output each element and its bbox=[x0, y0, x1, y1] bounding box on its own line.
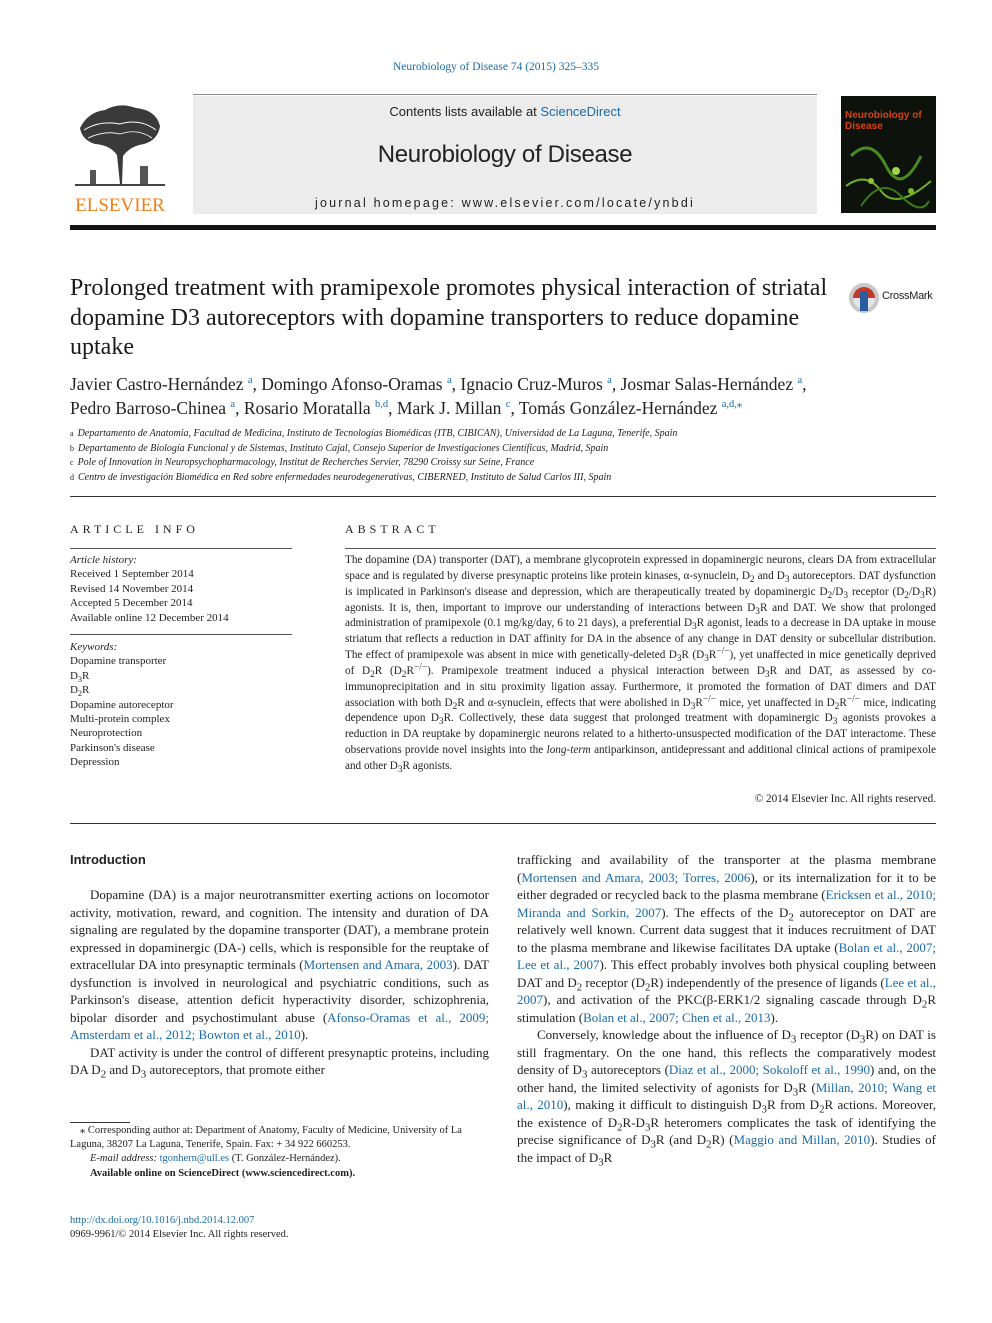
intro-column-right bbox=[517, 851, 937, 1169]
introduction-heading: Introduction bbox=[70, 852, 146, 867]
keyword: Parkinson's disease bbox=[70, 741, 155, 754]
info-rule bbox=[70, 548, 292, 549]
abstract-body: The dopamine (DA) transporter (DAT), a membrane glycoprotein expressed in dopaminergic neurons, clears DA from extracellular space and is regulated by diverse presynaptic proteins like protein kinases, α-synuclein, $D_2$ and $D_3$ autoreceptors. DAT dysfunction is implicated in Parkinson's disease and depression, which are therapeutically treated by dopaminergic $D_2/D_3$ receptor $(D_2/D_3R)$ agonists. It is, then, important to improve our understanding of interactions between $D_3R$ and DAT. We show that prolonged administration of pramipexole (0.1 mg/kg/day, 6 to 21 days), a preferential $D_3R$ agonist, leads to a decrease in DA uptake in mouse striatum that reflects a reduction in DAT affinity for DA in the absence of any change in DAT density or subcellular distribution. The effect of pramipexole was absent in mice with genetically-deleted $D_3R$ $(D_3R^{-/-})$, yet unaffected in mice genetically deprived of $D_2R$ $(D_2R^{-/-})$. Pramipexole treatment induced a physical interaction between $D_3R$ and DAT, as assessed by co-immunoprecipitation and in situ proximity ligation assay. Furthermore, it promoted the formation of DAT dimers and DAT association with both $D_2R$ and α-synuclein, effects that were abolished in $D_3R^{-/-}$ mice, yet unaffected in $D_2R^{-/-}$ mice, indicating dependence upon $D_3R$. Collectively, these data suggest that prolonged treatment with dopaminergic $D_3$ agonists provokes a reduction in DA reuptake by dopaminergic neurons related to a hitherto-unsuspected modification of the DAT interactome. These observations provide novel insights into the long-term antiparkinson, antidepressant and additional clinical actions of pramipexole and other $D_3R$ agonists. bbox=[345, 554, 936, 776]
crossmark-label[interactable]: CrossMark bbox=[882, 290, 933, 302]
citation-link[interactable]: Lee et al., 2007 bbox=[517, 974, 936, 1007]
keyword: Neuroprotection bbox=[70, 727, 143, 740]
corresponding-author-note: ⁎ Corresponding author at: Department of Anatomy, Faculty of Medicine, University of La Laguna, 38207 La Laguna, Tenerife, Spain. Fax: + 34 922 660253. bbox=[70, 1125, 462, 1151]
article-title: Prolonged treatment with pramipexole promotes physical interaction of striatal dopamine D3 autoreceptors with dopamine transporters to reduce dopamine uptake bbox=[70, 275, 828, 360]
history-item: Accepted 5 December 2014 bbox=[70, 597, 193, 610]
header-rule bbox=[70, 225, 936, 230]
author-name: Rosario Moratalla bbox=[243, 397, 371, 418]
intro-paragraph: Dopamine (DA) is a major neurotransmitter exerting actions on locomotor activity, motivation, reward, and cognition. The intensity and duration of DA signaling are regulated by the dopamine transporter (DAT), a membrane protein expressed in dopaminergic (DA-) cells, which is responsible for the reuptake of extracellular DA into presynaptic terminals (Mortensen and Amara, 2003). DAT dysfunction is involved in neurological and psychiatric conditions, such as Parkinson's disease, attention deficit hyperactivity disorder, schizophrenia, bipolar disorder and psychostimulant abuse (Afonso-Oramas et al., 2009; Amsterdam et al., 2012; Bowton et al., 2010). bbox=[70, 887, 489, 1042]
author-name: Josmar Salas-Hernández bbox=[620, 374, 794, 394]
citation-link[interactable]: Afonso-Oramas et al., 2009; Amsterdam et al., 2012; Bowton et al., 2010 bbox=[70, 1009, 489, 1042]
author-affil[interactable]: a bbox=[446, 375, 452, 387]
citation-link[interactable]: Mortensen and Amara, 2003 bbox=[303, 957, 453, 972]
crossmark-icon[interactable] bbox=[847, 281, 881, 315]
journal-citation[interactable]: Neurobiology of Disease 74 (2015) 325–335 bbox=[392, 61, 599, 73]
header-top-rule bbox=[193, 94, 817, 95]
email-note bbox=[70, 1152, 492, 1166]
keywords-rule bbox=[70, 634, 292, 635]
author-name: Ignacio Cruz-Muros bbox=[460, 374, 603, 394]
history-label: Article history: bbox=[70, 554, 137, 566]
email-suffix: (T. González-Hernández). bbox=[229, 1153, 341, 1165]
citation-link[interactable]: Mortensen and Amara, 2003; Torres, 2006 bbox=[521, 869, 751, 885]
publisher-wordmark: ELSEVIER bbox=[75, 195, 165, 214]
author-name: Tomás González-Hernández bbox=[518, 397, 718, 418]
keyword: Dopamine autoreceptor bbox=[70, 698, 174, 711]
authors-line-2: Pedro Barroso-Chinea $^a$, Rosario Moratalla $^{b,d}$, Mark J. Millan $^c$, Tomás González-Hernández $^{a,d,⁎}$ bbox=[70, 397, 743, 418]
citation-link[interactable]: Bolan et al., 2007; Chen et al., 2013 bbox=[583, 1009, 771, 1025]
affil-rule bbox=[70, 496, 936, 497]
email-link[interactable]: tgonhern@ull.es bbox=[159, 1153, 230, 1165]
abstract-bottom-rule bbox=[70, 823, 936, 824]
elsevier-logo bbox=[70, 100, 170, 214]
abstract-copyright: © 2014 Elsevier Inc. All rights reserved. bbox=[754, 793, 936, 805]
footnote-rule bbox=[70, 1122, 130, 1123]
journal-title: Neurobiology of Disease bbox=[377, 141, 633, 168]
keyword: Depression bbox=[70, 756, 120, 769]
intro-paragraph: trafficking and availability of the transporter at the plasma membrane (Mortensen and Amara, 2003; Torres, 2006), or its internalization for it to be either degraded or recycled back to the plasma membrane (Ericksen et al., 2010; Miranda and Sorkin, 2007). The effects of the $D_2$ autoreceptor on DAT are relatively well known. Current data suggest that it induces recruitment of DAT to the plasma membrane and likewise facilitates DA uptake (Bolan et al., 2007; Lee et al., 2007). This effect probably involves both physical coupling between DAT and $D_2$ receptor $(D_2R)$ independently of the presence of ligands (Lee et al., 2007), and activation of the PKC(β-ERK1/2 signaling cascade through $D_2R$ stimulation (Bolan et al., 2007; Chen et al., 2013). bbox=[517, 852, 937, 1025]
keywords bbox=[70, 640, 292, 770]
author-name: Mark J. Millan bbox=[396, 397, 502, 418]
article-info-heading: ARTICLE INFO bbox=[70, 522, 199, 536]
affiliation: $^a$ Departamento de Anatomía, Facultad de Medicina, Instituto de Tecnologías Biomédicas (ITB, CIBICAN), Universidad de La Laguna, Tenerife, Spain bbox=[70, 428, 678, 439]
affiliation: $^b$ Departamento de Biología Funcional y de Sistemas, Instituto Cajal, Consejo Superior de Investigaciones Científicas, Madrid, Spain bbox=[70, 442, 609, 454]
history-item: Received 1 September 2014 bbox=[70, 568, 194, 581]
author-affil[interactable]: c bbox=[505, 398, 511, 410]
intro-paragraph: Conversely, knowledge about the influence of $D_3$ receptor $(D_3R)$ on DAT is still fragmentary. On the one hand, this reflects the comparatively modest density of $D_3$ autoreceptors (Diaz et al., 2000; Sokoloff et al., 1990) and, on the other hand, the limited selectivity of agonists for $D_3R$ (Millan, 2010; Wang et al., 2010), making it difficult to distinguish $D_3R$ from $D_2R$ actions. Moreover, the existence of $D_2R-D_3R$ heteromers complicates the task of identifying the precise significance of $D_3R$ (and $D_2R$) (Maggio and Millan, 2010). Studies of the impact of $D_3R$ bbox=[517, 1027, 936, 1169]
sciencedirect-link[interactable]: ScienceDirect bbox=[540, 104, 621, 119]
issn-line: 0969-9961/© 2014 Elsevier Inc. All rights reserved. bbox=[70, 1229, 289, 1241]
footnotes bbox=[70, 1124, 492, 1181]
abstract-heading: ABSTRACT bbox=[345, 522, 440, 536]
author-affil[interactable]: a bbox=[247, 375, 253, 387]
author-name: Domingo Afonso-Oramas bbox=[261, 374, 443, 394]
authors-line-1: Javier Castro-Hernández $^a$, Domingo Afonso-Oramas $^a$, Ignacio Cruz-Muros $^a$, Josmar Salas-Hernández $^a$, bbox=[70, 374, 807, 394]
citation-link[interactable]: Maggio and Millan, 2010 bbox=[733, 1132, 871, 1147]
citation-link[interactable]: Millan, 2010; Wang et al., 2010 bbox=[517, 1079, 936, 1112]
contents-prefix: Contents lists available at bbox=[389, 104, 541, 119]
journal-homepage[interactable]: journal homepage: www.elsevier.com/locate/ynbdi bbox=[315, 196, 695, 210]
keywords-label: Keywords: bbox=[70, 641, 118, 653]
keyword: Multi-protein complex bbox=[70, 713, 170, 726]
abstract-rule bbox=[345, 548, 936, 549]
keyword: Dopamine transporter bbox=[70, 655, 167, 668]
affiliation: $^d$ Centro de investigación Biomédica en Red sobre enfermedades neurodegenerativas, CIBERNED, Instituto de Salud Carlos III, Spain bbox=[70, 471, 612, 483]
intro-paragraph: DAT activity is under the control of different presynaptic proteins, including DA $D_2$ and $D_3$ autoreceptors, that promote either bbox=[70, 1044, 489, 1081]
author-affil[interactable]: a bbox=[230, 398, 236, 410]
email-label: E-mail address: bbox=[90, 1153, 157, 1165]
author-affil[interactable]: a bbox=[797, 375, 803, 387]
author-name: Javier Castro-Hernández bbox=[70, 374, 244, 394]
history-item: Revised 14 November 2014 bbox=[70, 582, 194, 595]
history-item: Available online 12 December 2014 bbox=[70, 611, 229, 624]
author-affil[interactable]: a bbox=[607, 375, 612, 387]
available-online-note: Available online on ScienceDirect (www.sciencedirect.com). bbox=[90, 1167, 356, 1179]
author-affil[interactable]: a,d,⁎ bbox=[721, 398, 743, 410]
author-list bbox=[70, 373, 940, 420]
keyword: $D_3R$ bbox=[70, 669, 90, 684]
citation-link[interactable]: Diaz et al., 2000; Sokoloff et al., 1990 bbox=[668, 1062, 870, 1077]
citation-link[interactable]: Bolan et al., 2007; Lee et al., 2007 bbox=[517, 939, 936, 972]
keyword: $D_2R$ bbox=[70, 684, 90, 699]
author-affil[interactable]: b,d bbox=[375, 398, 389, 410]
affiliations bbox=[70, 427, 940, 485]
doi-block bbox=[70, 1214, 289, 1242]
citation-link[interactable]: Ericksen et al., 2010; Miranda and Sorkin, 2007 bbox=[517, 887, 936, 920]
affiliation: $^c$ Pole of Innovation in Neuropsychopharmacology, Institut de Recherches Servier, 78290 Croissy sur Seine, France bbox=[70, 457, 535, 468]
doi-link[interactable]: http://dx.doi.org/10.1016/j.nbd.2014.12.007 bbox=[70, 1215, 255, 1226]
author-name: Pedro Barroso-Chinea bbox=[70, 397, 227, 418]
contents-line bbox=[193, 104, 817, 119]
journal-cover[interactable] bbox=[841, 96, 936, 213]
cover-title: Neurobiology of Disease bbox=[845, 110, 922, 132]
article-history bbox=[70, 553, 292, 625]
intro-column-left bbox=[70, 886, 489, 1079]
